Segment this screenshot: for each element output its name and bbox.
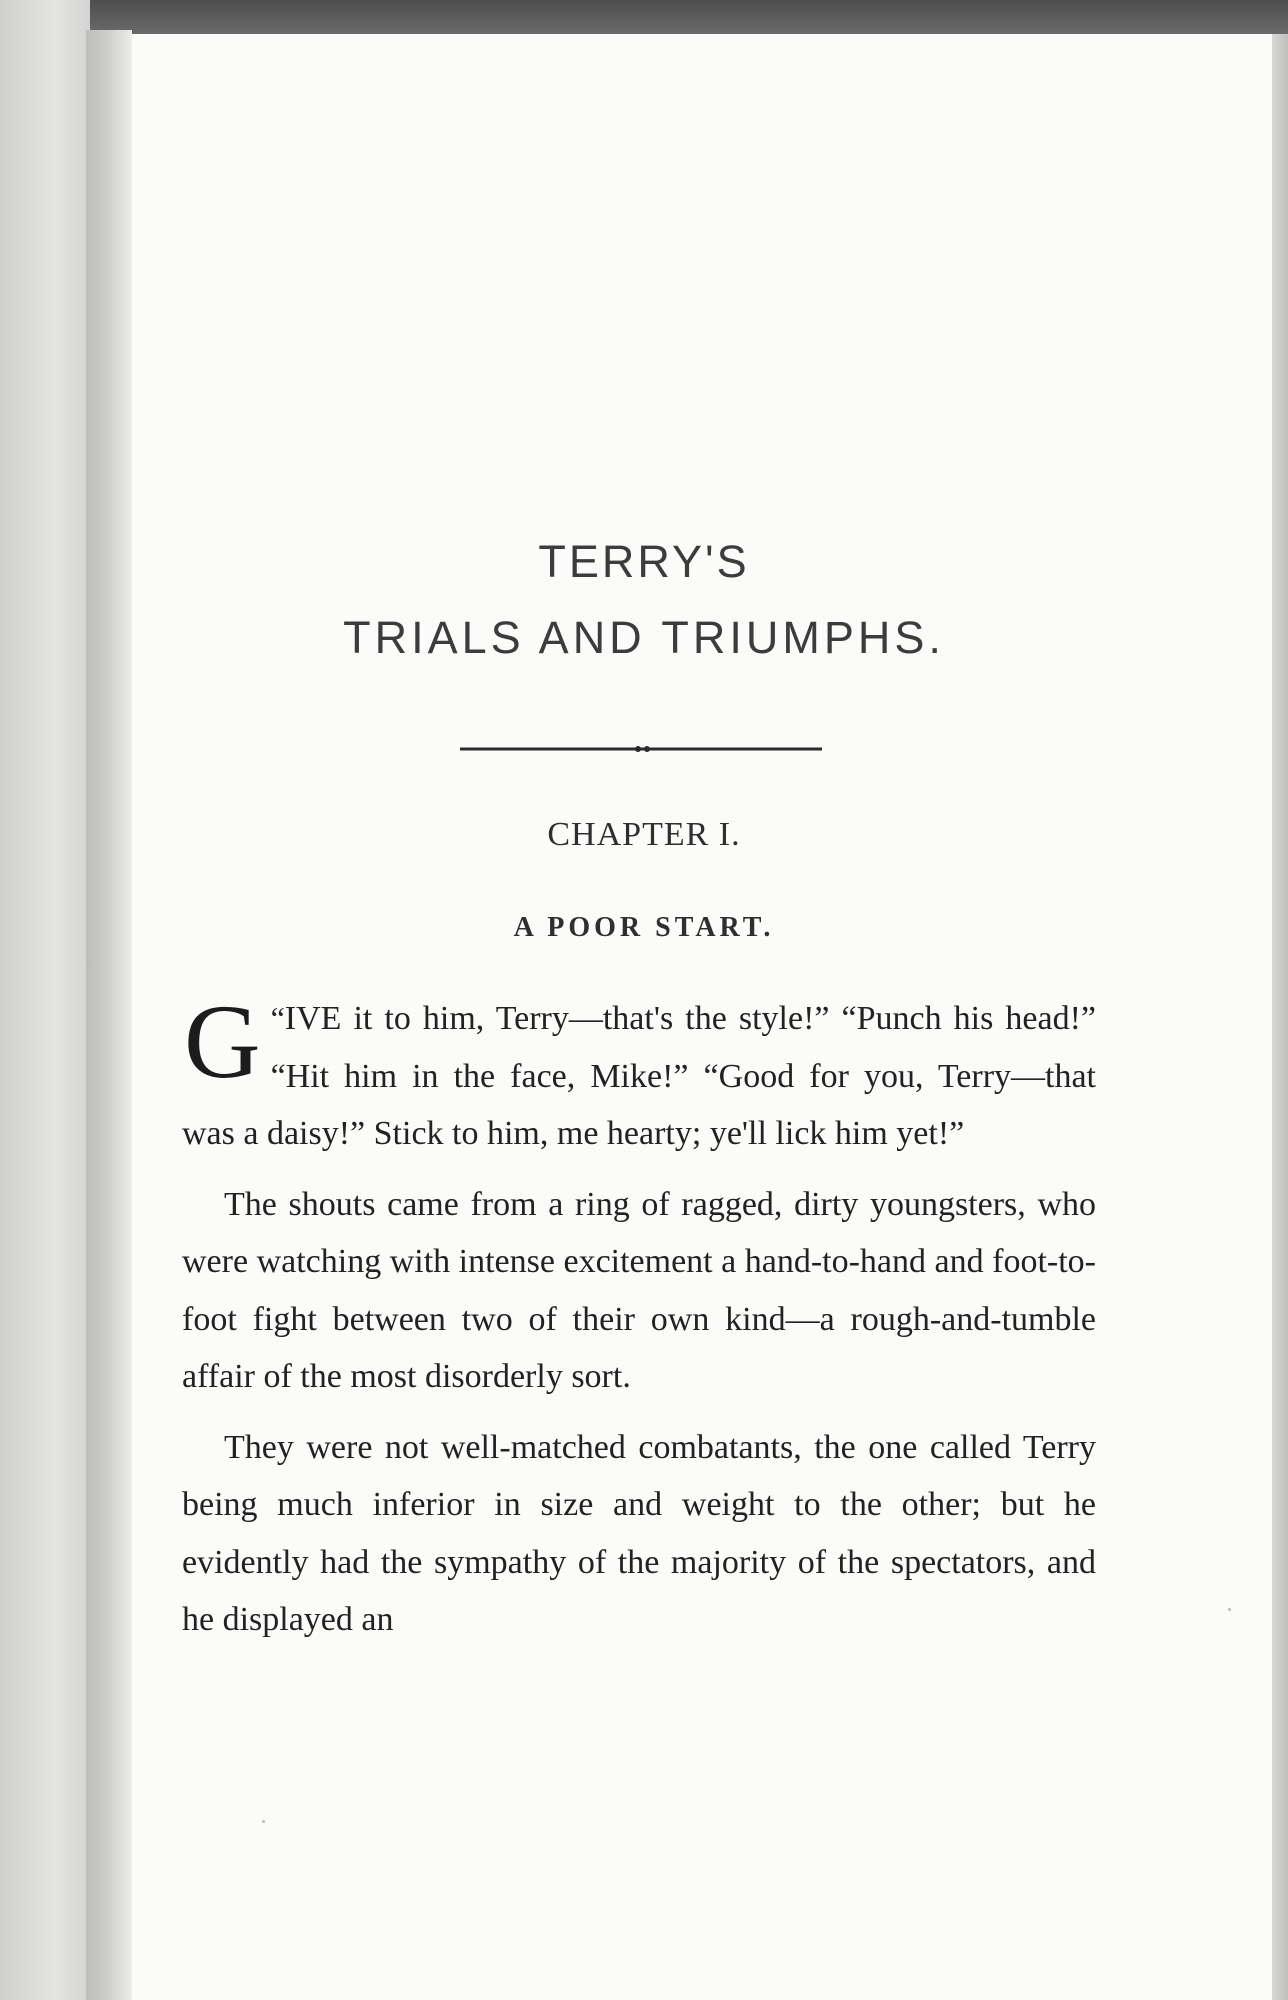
ornamental-rule [458,744,824,754]
chapter-title: A POOR START. [513,912,775,943]
book-title-line-1: TERRY'S [538,536,750,587]
scan-left-margin [0,0,90,2000]
chapter-number: CHAPTER I. [547,816,741,853]
paragraph-1 [182,983,1096,1163]
scan-top-edge [0,0,1288,34]
book-gutter-shadow [86,30,132,2000]
paragraph-3: They were not well-matched combatants, the one called Terry being much inferior in size and weight to the other; but he evidently had the sympathy of the majority of the spectators, and he displayed an [182,1428,1096,1638]
drop-cap-letter: G [184,983,261,1100]
opening-quote-mark: “ [270,1000,285,1036]
chapter-body-text [182,983,1096,1649]
paragraph-2: The shouts came from a ring of ragged, dirty youngsters, who were watching with intense excitement a hand-to-hand and foot-to-foot fight between two of their own kind—a rough-and-tumble affair of the most disorderly sort. [182,1185,1096,1395]
paragraph-1-text: IVE it to him, Terry—that's the style!” “Punch his head!” “Hit him in the face, Mike!” “Good for you, Terry—that was a daisy!” Stick to him, me hearty; ye'll lick him yet!” [182,1000,1096,1152]
scan-speck [1228,1608,1231,1611]
scan-right-edge [1272,34,1288,2000]
book-title-line-2: TRIALS AND TRIUMPHS. [343,612,945,663]
scan-speck [262,1820,265,1823]
scan-speck [86,960,89,963]
